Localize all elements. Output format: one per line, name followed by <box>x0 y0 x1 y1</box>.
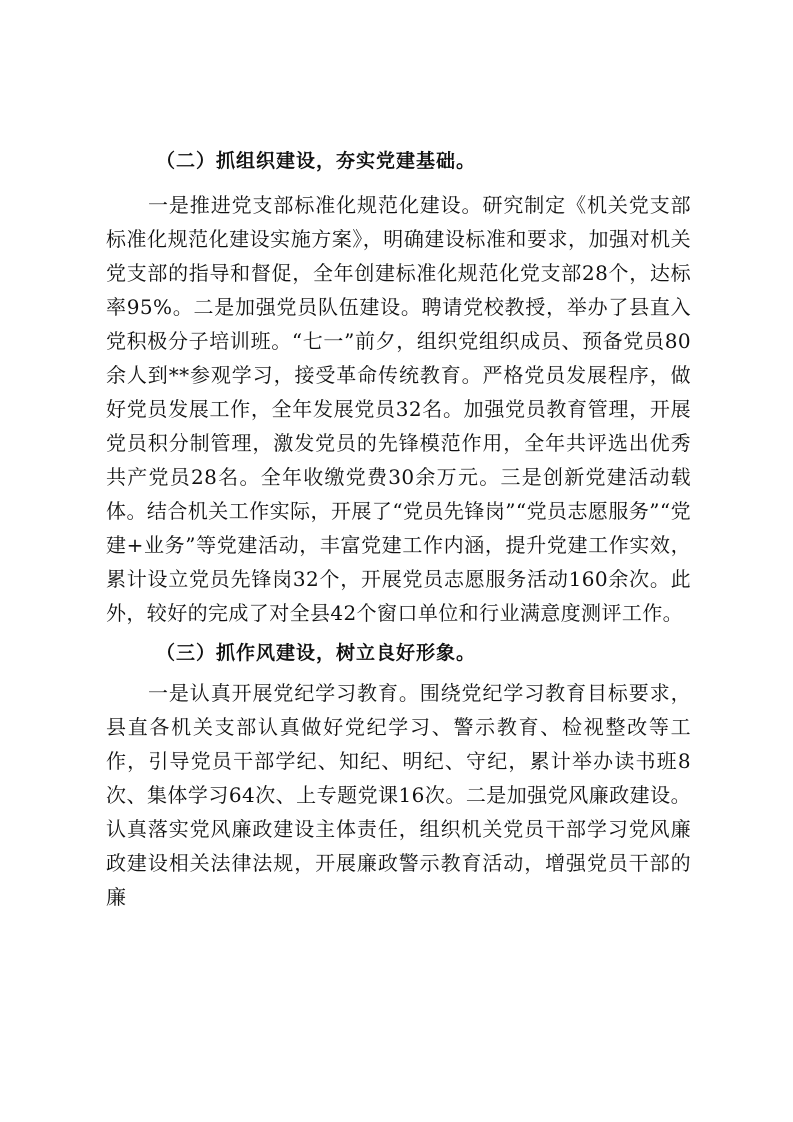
section-2-heading: （二）抓组织建设，夯实党建基础。 <box>156 150 477 172</box>
document-body <box>106 144 691 914</box>
spacer <box>106 178 691 188</box>
section-2-paragraph: 一是推进党支部标准化规范化建设。研究制定《机关党支部标准化规范化建设实施方案》，明确建设标准和要求，加强对机关党支部的指导和督促，全年创建标准化规范化党支部28个，达标率95%。二是加强党员队伍建设。聘请党校教授，举办了县直入党积极分子培训班。“七一”前夕，组织党组织成员、预备党员80余人到**参观学习，接受革命传统教育。严格党员发展程序，做好党员发展工作，全年发展党员32名。加强党员教育管理，开展党员积分制管理，激发党员的先锋模范作用，全年共评选出优秀共产党员28名。全年收缴党费30余万元。三是创新党建活动载体。结合机关工作实际，开展了“党员先锋岗”“党员志愿服务”“党建+业务”等党建活动，丰富党建工作内涵，提升党建工作实效，累计设立党员先锋岗32个，开展党员志愿服务活动160余次。此外，较好的完成了对全县42个窗口单位和行业满意度测评工作。 <box>106 193 691 625</box>
section-3-paragraph: 一是认真开展党纪学习教育。围绕党纪学习教育目标要求，县直各机关支部认真做好党纪学习、警示教育、检视整改等工作，引导党员干部学纪、知纪、明纪、守纪，累计举办读书班8次、集体学习64次、上专题党课16次。二是加强党风廉政建设。认真落实党风廉政建设主体责任，组织机关党员干部学习党风廉政建设相关法律法规，开展廉政警示教育活动，增强党员干部的廉 <box>106 681 691 909</box>
section-3-heading: （三）抓作风建设，树立良好形象。 <box>156 642 477 664</box>
